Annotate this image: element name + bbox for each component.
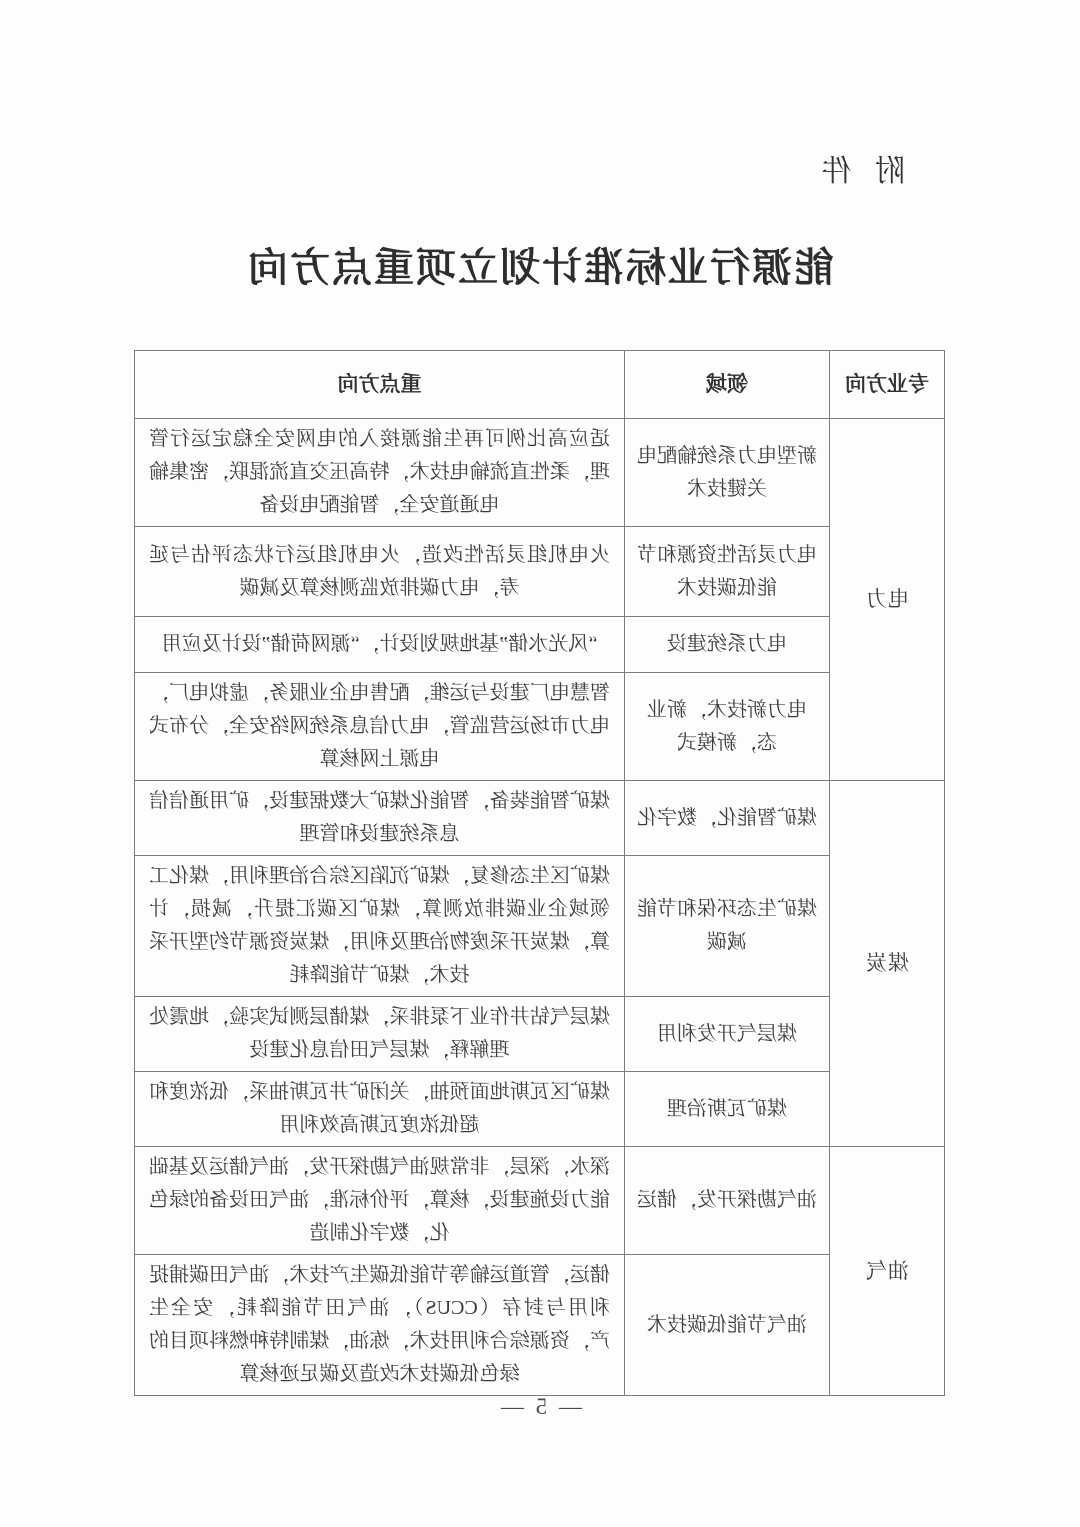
field-cell: 煤矿智能化，数字化 bbox=[625, 781, 830, 856]
direction-cell: “风光水储”基地规划设计，“源网荷储”设计及应用 bbox=[135, 617, 625, 673]
table-row bbox=[135, 1255, 945, 1396]
table-row bbox=[135, 1072, 945, 1147]
field-cell: 油气节能低碳技术 bbox=[625, 1255, 830, 1396]
page-number: — 5 — bbox=[498, 1394, 582, 1419]
table-header-row bbox=[135, 351, 945, 419]
field-cell: 电力系统建设 bbox=[625, 617, 830, 673]
direction-cell: 煤矿智能装备，智能化煤矿大数据建设，矿用通信信息系统建设和管理 bbox=[135, 781, 625, 856]
table-row bbox=[135, 997, 945, 1072]
header-category: 专业方向 bbox=[830, 351, 945, 419]
table-row bbox=[135, 1147, 945, 1255]
table-row bbox=[135, 527, 945, 617]
header-field: 领域 bbox=[625, 351, 830, 419]
field-cell: 电力灵活性资源和节能低碳技术 bbox=[625, 527, 830, 617]
field-cell: 新型电力系统输配电关键技术 bbox=[625, 419, 830, 527]
field-cell: 煤矿瓦斯治理 bbox=[625, 1072, 830, 1147]
table-row bbox=[135, 419, 945, 527]
attachment-label: 附 件 bbox=[813, 155, 905, 188]
table-row bbox=[135, 673, 945, 781]
field-cell: 油气勘探开发，储运 bbox=[625, 1147, 830, 1255]
category-cell-coal: 煤炭 bbox=[830, 781, 945, 1147]
category-cell-oil-gas: 油气 bbox=[830, 1147, 945, 1396]
direction-cell: 火电机组灵活性改造，火电机组运行状态评估与延寿，电力碳排放监测核算及减碳 bbox=[135, 527, 625, 617]
field-cell: 电力新技术，新业态，新模式 bbox=[625, 673, 830, 781]
header-direction: 重点方向 bbox=[135, 351, 625, 419]
direction-cell: 深水，深层，非常规油气勘探开发，油气储运及基础能力设施建设，核算，评价标准，油气田设备的绿色化，数字化制造 bbox=[135, 1147, 625, 1255]
page-title: 能源行业标准计划立项重点方向 bbox=[246, 245, 834, 290]
field-cell: 煤矿生态环保和节能减碳 bbox=[625, 856, 830, 997]
table-row bbox=[135, 617, 945, 673]
category-cell-power: 电力 bbox=[830, 419, 945, 781]
table-row bbox=[135, 781, 945, 856]
direction-cell: 智慧电厂建设与运维，配售电企业服务，虚拟电厂，电力市场运营监管，电力信息系统网络安全，分布式电源上网核算 bbox=[135, 673, 625, 781]
field-cell: 煤层气开发利用 bbox=[625, 997, 830, 1072]
direction-cell: 煤矿区瓦斯地面预抽，关闭矿井瓦斯抽采，低浓度和超低浓度瓦斯高效利用 bbox=[135, 1072, 625, 1147]
table-row bbox=[135, 856, 945, 997]
direction-cell: 煤层气钻井作业下泵排采，煤储层测试实验，地震处理解释，煤层气田信息化建设 bbox=[135, 997, 625, 1072]
standards-table bbox=[134, 350, 945, 1396]
direction-cell: 储运，管道运输等节能低碳生产技术，油气田碳捕捉利用与封存（CCUS），油气田节能降耗，安全生产，资源综合利用技术，炼油，煤制特种燃料项目的绿色低碳技术改造及碳足迹核算 bbox=[135, 1255, 625, 1396]
direction-cell: 煤矿区生态修复，煤矿沉陷区综合治理利用，煤化工领域企业碳排放测算，煤矿区碳汇提升，减损，计算，煤炭开采废物治理及利用，煤炭资源节约型开采技术，煤矿节能降耗 bbox=[135, 856, 625, 997]
direction-cell: 适应高比例可再生能源接入的电网安全稳定运行管理，柔性直流输电技术，特高压交直流混联，密集输电通道安全，智能配电设备 bbox=[135, 419, 625, 527]
